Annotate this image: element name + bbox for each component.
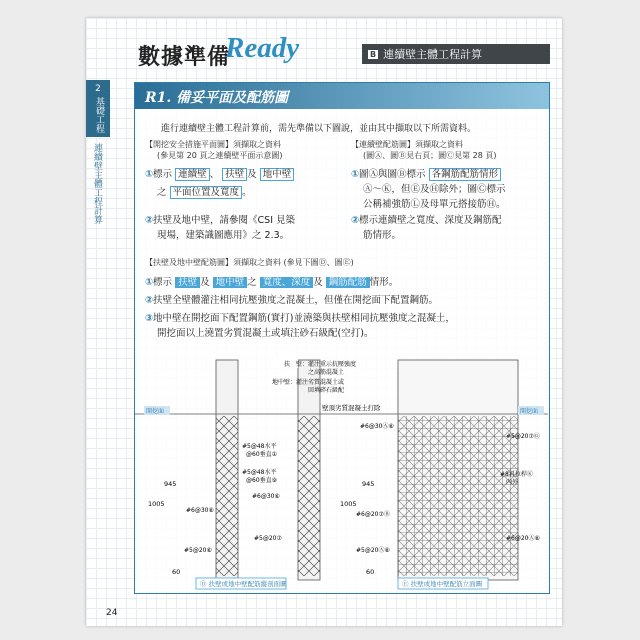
rebar-label: @60垂直⑨ [246, 477, 278, 484]
rebar-label: #5@20⑦ [254, 535, 282, 542]
item-text: 標示連續壁之寬度、深度及鋼筋配 [359, 215, 502, 226]
item-text: 標示 [153, 277, 173, 288]
legend-line: 扶 壁：灌注重示抗壓強度 [284, 361, 357, 368]
item-number: ③ [145, 313, 154, 324]
highlight-text: 地中壁 [213, 277, 248, 288]
left-note-ref: (參見第 20 頁之連續壁平面示意圖) [157, 151, 283, 160]
header-title-zh: 數據準備 [138, 44, 231, 70]
left-note-title: 【開挖安全措施平面圖】須擷取之資料 [145, 140, 281, 149]
item-text: 標示 [153, 169, 173, 180]
item-number: ① [351, 169, 360, 180]
page-number: 24 [106, 608, 118, 618]
dim-1005: 1005 [148, 500, 165, 508]
wall-left-rebar [216, 416, 238, 576]
item-text: 。 [242, 187, 252, 198]
caption-2: Ⓔ 扶壁或地中壁配筋立面圖 [402, 580, 483, 588]
header-title-en: Ready [225, 32, 300, 64]
rebar-label: #6@30⑥ [252, 493, 280, 500]
dim-945: 945 [164, 480, 177, 488]
rebar-label: @60垂直① [246, 451, 278, 458]
right-tag: 開挖面 [520, 408, 539, 415]
chapter-number: 2 [95, 84, 101, 94]
item-text: 、 [209, 169, 220, 180]
item-text: Ⓐ～Ⓚ，但Ⓔ及Ⓗ除外；圖Ⓒ標示 [363, 184, 506, 195]
main-item-2 [145, 293, 438, 308]
item-text: 情形。 [369, 277, 399, 288]
lower-note: 【扶壁及地中壁配筋圖】須擷取之資料 (參見下圖Ⓓ、圖Ⓔ) [145, 258, 354, 267]
highlight-text: 寬度、深度 [260, 277, 314, 288]
item-text: 及 [247, 169, 257, 180]
rebar-label: #6@20Ⓐ⑧ [506, 535, 540, 542]
highlight-text: 地中壁 [260, 168, 295, 181]
elevation-ties [398, 416, 518, 576]
chapter-title: 基礎工程 [94, 97, 104, 133]
main-item-3 [145, 311, 455, 341]
item-text: 筋情形。 [363, 230, 402, 241]
rebar-diagram [134, 356, 548, 592]
item-text: 地中壁在開挖面下配置鋼筋(實打)並澆築與扶壁相同抗壓強度之混凝土， [153, 313, 455, 324]
intro-text: 進行連續壁主體工程計算前，需先準備以下圖說，並由其中擷取以下所需資料。 [161, 124, 477, 134]
rebar-label: #5@48水平 [242, 469, 277, 476]
legend-line: 地中壁：灌注劣質混凝土或 [272, 379, 345, 386]
item-number: ② [351, 215, 360, 226]
rebar-label: #5@20⑥ [184, 547, 212, 554]
right-item-2 [351, 213, 502, 243]
highlight-text: 鋼筋配筋 [326, 277, 370, 288]
item-number: ① [145, 169, 154, 180]
top-label: 壁頂劣質混凝土打除 [322, 404, 381, 412]
dim-1005-mid: 1005 [340, 500, 357, 508]
rebar-label: #6@30⑧ [186, 507, 214, 514]
left-item-1 [145, 167, 294, 200]
item-text: 及 [313, 277, 323, 288]
page [86, 18, 562, 626]
side-tab [86, 80, 110, 380]
item-text: 之 [157, 187, 167, 198]
highlight-text: 平面位置及寬度 [170, 186, 243, 199]
item-number: ② [145, 295, 154, 306]
item-text: 扶壁全壁體灌注相同抗壓強度之混凝土，但僅在開挖面下配置鋼筋。 [153, 295, 439, 306]
section-side-title: 連續壁主體工程計算 [92, 143, 102, 224]
dim-60-mid: 60 [366, 568, 375, 576]
item-text: 之 [247, 277, 257, 288]
item-text: 公稱補強筋Ⓛ及母單元搭接筋Ⓗ。 [363, 199, 506, 210]
item-text: 及 [200, 277, 210, 288]
tag-badge: B [370, 49, 377, 59]
highlight-text: 各鋼筋配筋情形 [429, 168, 502, 181]
dim-945-mid: 945 [362, 480, 375, 488]
caption-1: Ⓓ 扶壁或地中壁配筋縱剖面圖 [200, 580, 287, 588]
dim-60: 60 [172, 568, 181, 576]
left-item-2 [145, 213, 295, 243]
legend-line: 之高筋混凝土 [308, 369, 345, 376]
item-text: 開挖面以上澆置劣質混凝土或填注砂石級配(空打)。 [157, 328, 374, 339]
chapter-tab [86, 80, 110, 137]
main-item-1 [145, 275, 398, 290]
left-note [145, 139, 283, 161]
section-title: R1. 備妥平面及配筋圖 [145, 90, 289, 106]
right-note-ref: (圖Ⓐ、圖Ⓑ見右頁；圖Ⓒ見第 28 頁) [363, 151, 497, 160]
right-item-1 [351, 167, 547, 212]
wall-mid-rebar [298, 416, 320, 576]
rebar-label: #5@48水平 [242, 443, 277, 450]
right-note-title: 【連續壁配筋圖】須擷取之資料 [351, 140, 463, 149]
rebar-label: 內外 [506, 479, 519, 486]
highlight-text: 連續壁 [175, 168, 210, 181]
legend-line: 回填碎石級配 [308, 387, 345, 394]
highlight-text: 扶壁 [175, 277, 200, 288]
rebar-label: #6@20⑦Ⓑ [356, 511, 390, 518]
right-note [351, 139, 497, 161]
header-tag [362, 44, 550, 64]
rebar-label: #8斜拉桿Ⓚ [500, 471, 533, 478]
rebar-label: #5@20⑦Ⓖ [506, 433, 540, 440]
highlight-text: 扶壁 [222, 168, 247, 181]
section-title-bar [135, 83, 549, 109]
tag-text: 連續壁主體工程計算 [383, 48, 483, 61]
item-number: ① [145, 277, 154, 288]
item-text: 扶壁及地中壁，請參閱《CSI 見築 [153, 215, 296, 226]
rebar-label: #6@30Ⓐ⑧ [360, 423, 394, 430]
item-text: 圖Ⓐ與圖Ⓑ標示 [359, 169, 426, 180]
item-text: 現場，建築識圖應用》之 2.3。 [157, 230, 290, 241]
left-tag: 開挖面 [146, 408, 165, 415]
item-number: ② [145, 215, 154, 226]
rebar-label: #5@20Ⓐ⑧ [356, 547, 390, 554]
